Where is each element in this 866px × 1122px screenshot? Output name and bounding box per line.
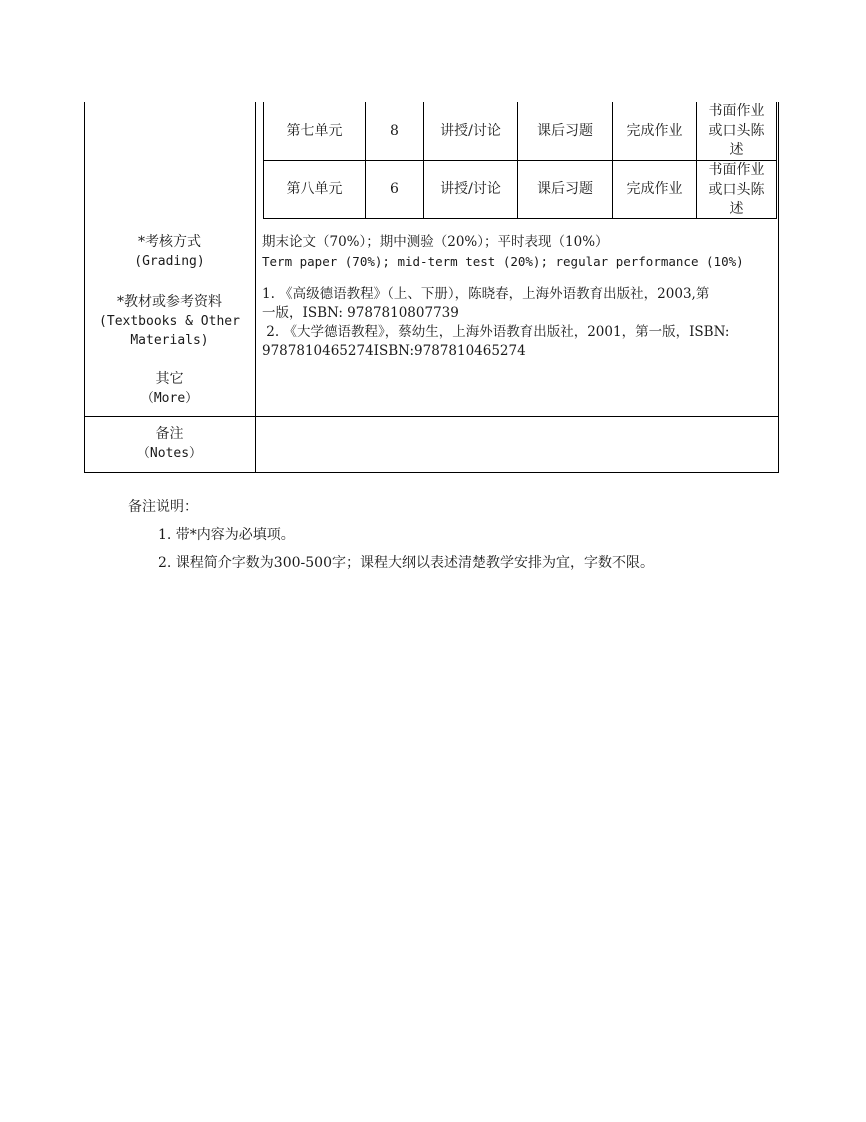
table-row-unit-8-homework: 课后习题: [537, 181, 593, 197]
footnote-heading: 备注说明：: [128, 499, 198, 515]
grading-line-zh: 期末论文（70%）；期中测验（20%）；平时表现（10%）: [262, 234, 609, 250]
table-border-left: [84, 102, 85, 473]
assessment-line: 书面作业: [708, 162, 765, 178]
table-row-unit-8-requirement: 完成作业: [626, 181, 683, 197]
notes-label: [84, 425, 255, 463]
assessment-line: 述: [729, 201, 744, 217]
assessment-line: 书面作业: [708, 103, 765, 119]
more-label-en: （More）: [140, 391, 199, 406]
table-row-unit-8-assessment: [697, 161, 776, 220]
table-row-unit-7-unit: 第七单元: [286, 123, 343, 139]
grading-line-en: Term paper (70%); mid-term test (20%); regular performance (10%): [262, 254, 744, 269]
notes-label-zh: 备注: [155, 426, 184, 442]
table-row-unit-7-assessment: [697, 102, 776, 161]
textbook-item-2-line-1: 2. 《大学德语教程》，蔡幼生，上海外语教育出版社，2001，第一版，ISBN:: [262, 324, 730, 340]
more-label: [84, 370, 255, 408]
assessment-line: 或口头陈: [708, 122, 765, 139]
footnote-item-2: 2. 课程简介字数为300-500字；课程大纲以表述清楚教学安排为宜，字数不限。: [158, 555, 654, 571]
textbook-item-1-line-2: 一版，ISBN: 9787810807739: [262, 305, 459, 321]
table-border-right: [778, 102, 779, 473]
more-label-zh: 其它: [155, 371, 184, 387]
textbook-item-2-line-2: 9787810465274ISBN:9787810465274: [262, 343, 526, 359]
textbooks-content: [262, 285, 774, 361]
grading-content: [262, 233, 774, 271]
table-border-bottom: [84, 472, 779, 473]
table-row-unit-7-requirement: 完成作业: [626, 123, 683, 139]
table-row-unit-8-unit: 第八单元: [286, 181, 343, 197]
notes-row-separator: [84, 416, 779, 417]
table-row-unit-7-homework: 课后习题: [537, 123, 593, 139]
notes-label-en: （Notes）: [136, 446, 203, 461]
textbooks-label-en-1: (Textbooks & Other: [99, 314, 240, 329]
table-row-unit-7-method: 讲授/讨论: [440, 123, 501, 139]
assessment-line: 述: [729, 142, 744, 158]
textbooks-label: [84, 293, 255, 350]
assessment-line: 或口头陈: [708, 181, 765, 198]
table-row-unit-8-method: 讲授/讨论: [440, 181, 501, 197]
grading-label: [84, 233, 255, 271]
grading-label-zh: *考核方式: [138, 234, 201, 250]
footnote-item-1: 1. 带*内容为必填项。: [158, 527, 295, 543]
table-row-unit-8-hours: 6: [390, 181, 399, 197]
label-column-divider: [255, 102, 256, 473]
textbooks-label-en-2: Materials): [130, 333, 209, 348]
table-row-unit-7-hours: 8: [390, 123, 399, 139]
grading-label-en: (Grading): [134, 254, 205, 269]
textbooks-label-zh: *教材或参考资料: [117, 294, 222, 310]
textbook-item-1-line-1: 1. 《高级德语教程》（上、下册），陈晓春，上海外语教育出版社，2003,第: [262, 286, 710, 302]
